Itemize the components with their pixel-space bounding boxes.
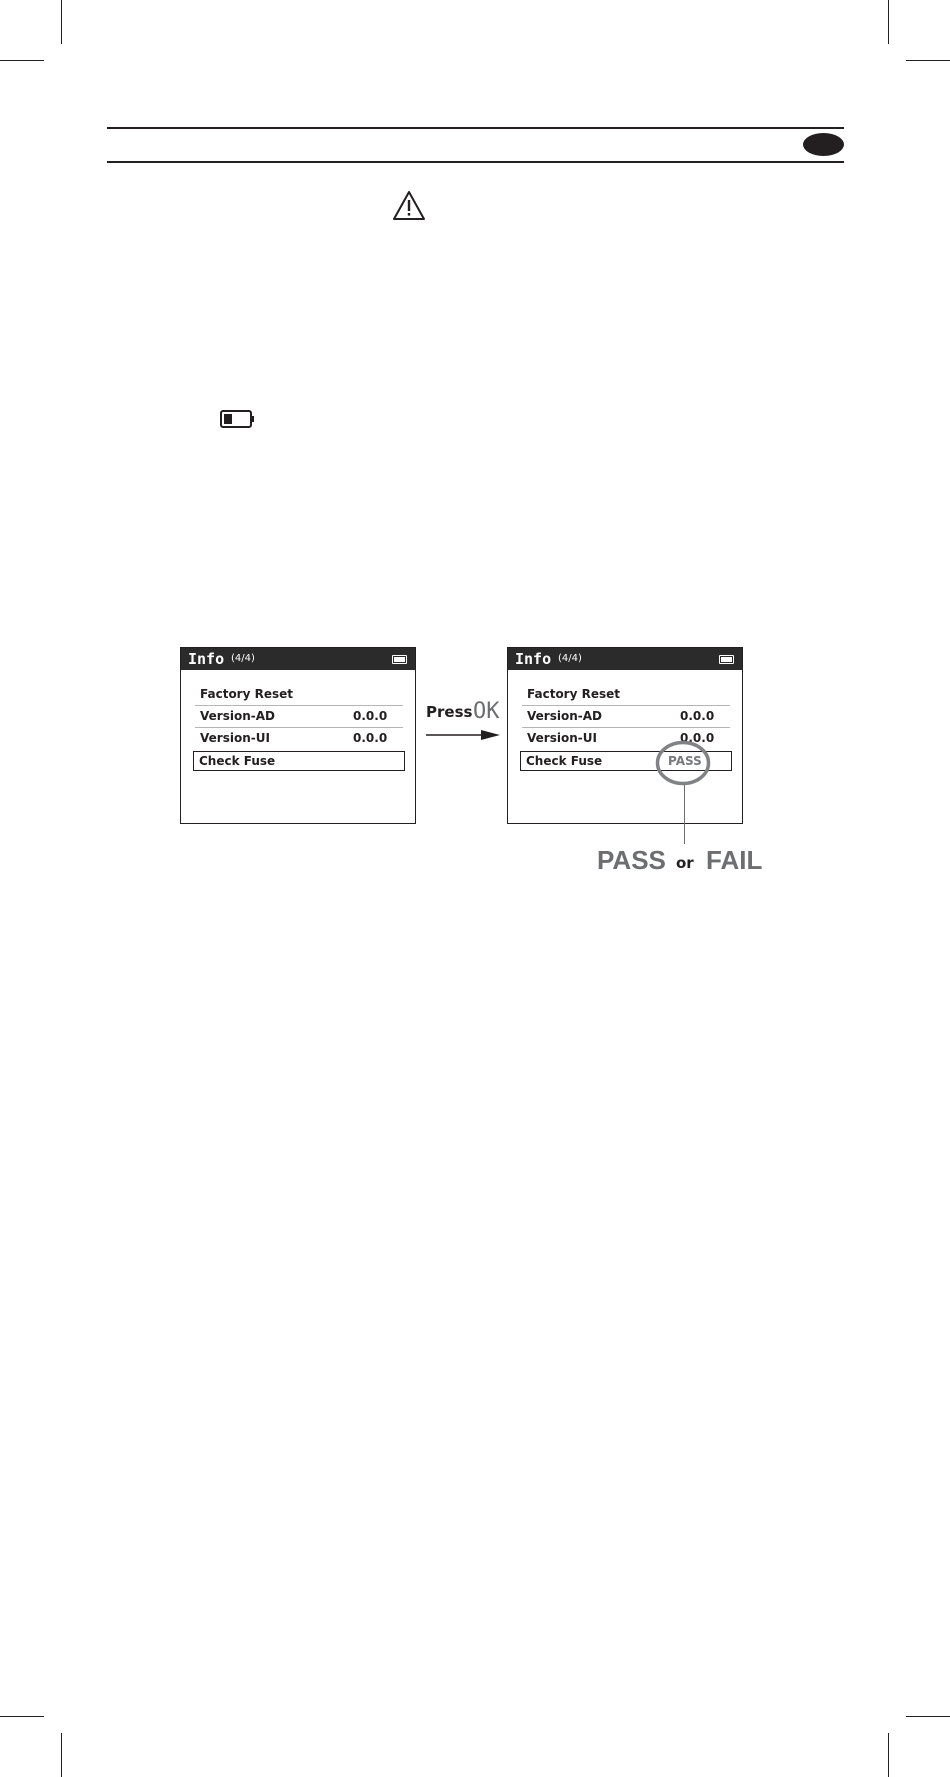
screen-page-indicator: (4/4): [558, 653, 582, 664]
result-or-label: or: [676, 854, 694, 872]
row-label: Check Fuse: [526, 754, 603, 768]
device-screen-before: [180, 647, 416, 824]
row-label: Factory Reset: [200, 687, 293, 701]
header-rule-bottom: [107, 161, 844, 163]
crop-mark: [906, 60, 950, 61]
crop-mark: [61, 0, 62, 44]
crop-mark: [888, 1733, 889, 1777]
crop-mark: [888, 0, 889, 44]
row-label: Version-UI: [200, 731, 270, 745]
device-screen-after: [507, 647, 743, 824]
row-label: Version-UI: [527, 731, 597, 745]
menu-row: [195, 727, 403, 749]
row-value: 0.0.0: [353, 731, 388, 745]
row-value: 0.0.0: [680, 731, 715, 745]
menu-row: [195, 683, 403, 706]
crop-mark: [0, 1716, 44, 1717]
battery-full-icon: [719, 655, 734, 664]
menu-row: [522, 683, 730, 706]
crop-mark: [0, 60, 44, 61]
header-rule-top: [107, 127, 844, 129]
screen-title: Info: [515, 650, 552, 668]
press-label: Press: [426, 703, 473, 721]
highlight-circle: [655, 740, 711, 786]
row-value: 0.0.0: [680, 709, 715, 723]
crop-mark: [61, 1733, 62, 1777]
screen-header: [181, 648, 415, 670]
menu-row: [522, 705, 730, 728]
crop-mark: [906, 1716, 950, 1717]
result-pass-label: PASS: [597, 845, 666, 875]
arrow-icon: [425, 727, 501, 743]
screen-title: Info: [188, 650, 225, 668]
row-value: 0.0.0: [353, 709, 388, 723]
ok-button-label: OK: [473, 699, 500, 724]
fuse-result-value: PASS: [668, 754, 702, 768]
battery-low-icon: [220, 409, 256, 429]
row-label: Check Fuse: [199, 754, 276, 768]
language-tab: [803, 133, 844, 156]
row-label: Version-AD: [200, 709, 275, 723]
menu-row: [195, 705, 403, 728]
result-fail-label: FAIL: [706, 845, 763, 875]
callout-line: [684, 785, 685, 844]
screen-header: [508, 648, 742, 670]
warning-icon: [392, 190, 426, 221]
menu-row-selected: [193, 751, 405, 771]
row-label: Version-AD: [527, 709, 602, 723]
row-label: Factory Reset: [527, 687, 620, 701]
screen-page-indicator: (4/4): [231, 653, 255, 664]
battery-full-icon: [392, 655, 407, 664]
